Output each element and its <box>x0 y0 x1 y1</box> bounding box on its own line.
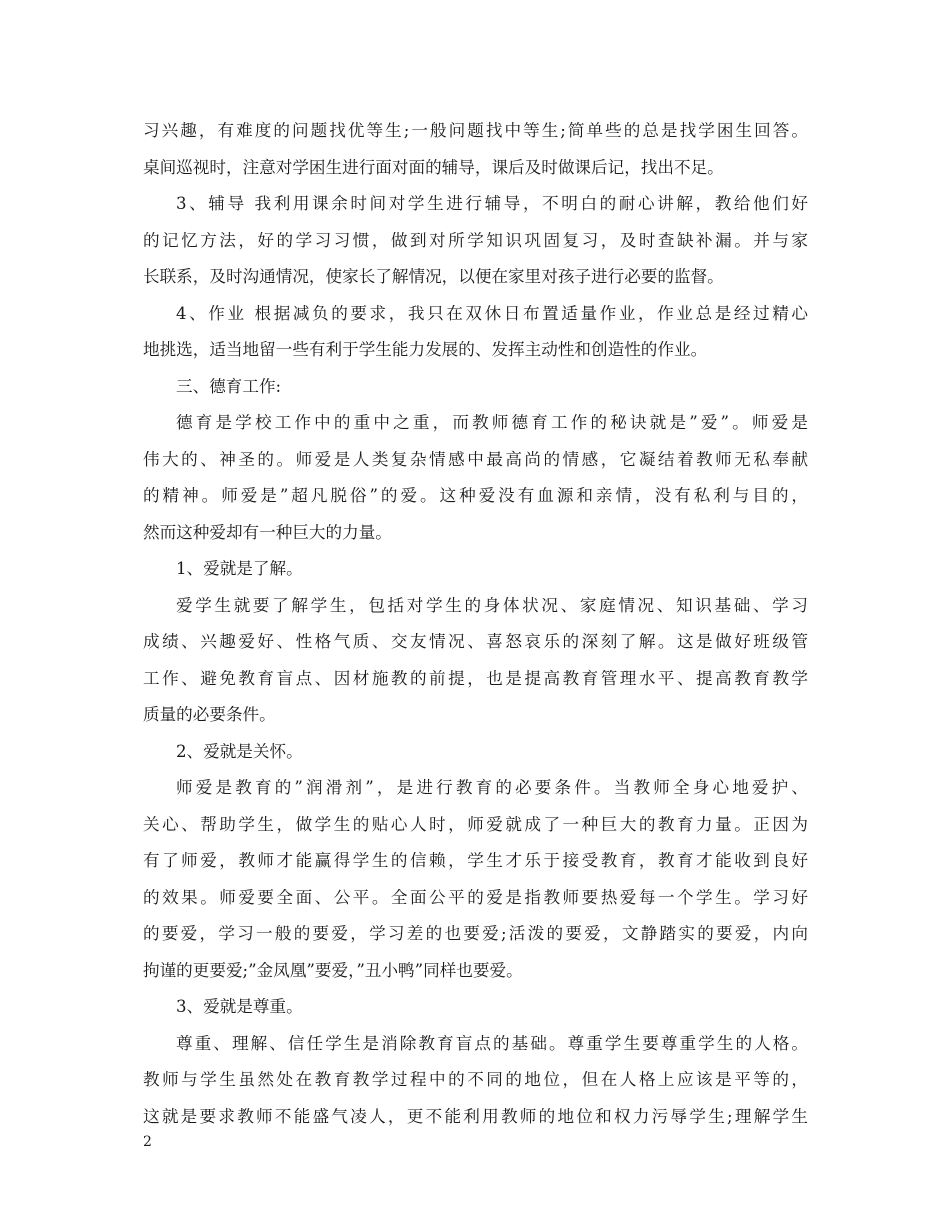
text-line: 成绩、兴趣爱好、性格气质、交友情况、喜怒哀乐的深刻了解。这是做好班级管 <box>143 632 808 651</box>
text-line: 习兴趣，有难度的问题找优等生;一般问题找中等生;简单些的总是找学困生回答。 <box>143 121 808 140</box>
subsection-heading: 3、爱就是尊重。 <box>176 997 303 1016</box>
text-line: 爱学生就要了解学生，包括对学生的身体状况、家庭情况、知识基础、学习 <box>176 595 808 615</box>
text-line: 德育是学校工作中的重中之重，而教师德育工作的秘诀就是”爱”。师爱是 <box>176 413 808 432</box>
page-body <box>143 113 808 1135</box>
text-line: 的精神。师爱是”超凡脱俗”的爱。这种爱没有血源和亲情，没有私利与目的， <box>143 486 808 505</box>
text-line: 长联系，及时沟通情况，使家长了解情况，以便在家里对孩子进行必要的监督。 <box>143 267 724 286</box>
text-line: 的记忆方法，好的学习习惯，做到对所学知识巩固复习，及时查缺补漏。并与家 <box>143 230 808 250</box>
text-line: 关心、帮助学生，做学生的贴心人时，师爱就成了一种巨大的教育力量。正因为 <box>143 814 808 834</box>
text-line: 师爱是教育的”润滑剂”，是进行教育的必要条件。当教师全身心地爱护、 <box>176 778 808 797</box>
text-line: 4、作业 根据减负的要求，我只在双休日布置适量作业，作业总是经过精心 <box>176 303 808 323</box>
text-line: 有了师爱，教师才能赢得学生的信赖，学生才乐于接受教育，教育才能收到良好 <box>143 851 808 870</box>
text-line: 桌间巡视时，注意对学困生进行面对面的辅导，课后及时做课后记，找出不足。 <box>143 157 724 177</box>
section-heading: 三、德育工作: <box>176 376 282 396</box>
text-line: 的要爱，学习一般的要爱，学习差的也要爱;活泼的要爱，文静踏实的要爱，内向 <box>143 924 808 943</box>
text-line: 3、辅导 我利用课余时间对学生进行辅导，不明白的耐心讲解，教给他们好 <box>176 194 808 213</box>
text-line: 然而这种爱却有一种巨大的力量。 <box>143 522 392 542</box>
subsection-heading: 2、爱就是关怀。 <box>176 741 303 761</box>
subsection-heading: 1、爱就是了解。 <box>176 559 303 578</box>
text-line: 尊重、理解、信任学生是消除教育盲点的基础。尊重学生要尊重学生的人格。 <box>176 1033 808 1053</box>
text-line: 教师与学生虽然处在教育教学过程中的不同的地位，但在人格上应该是平等的， <box>143 1070 808 1089</box>
text-line: 质量的必要条件。 <box>143 705 276 724</box>
text-line: 这就是要求教师不能盛气凌人，更不能利用教师的地位和权力污辱学生;理解学生 <box>143 1106 808 1126</box>
page-number: 2 <box>143 1134 152 1150</box>
text-line: 工作、避免教育盲点、因材施教的前提，也是提高教育管理水平、提高教育教学 <box>143 668 808 688</box>
text-line: 地挑选，适当地留一些有利于学生能力发展的、发挥主动性和创造性的作业。 <box>143 340 708 359</box>
text-line: 拘谨的更要爱;”金凤凰”要爱，”丑小鸭”同样也要爱。 <box>143 960 523 980</box>
text-line: 伟大的、神圣的。师爱是人类复杂情感中最高尚的情感，它凝结着教师无私奉献 <box>143 449 808 469</box>
text-line: 的效果。师爱要全面、公平。全面公平的爱是指教师要热爱每一个学生。学习好 <box>143 887 808 907</box>
